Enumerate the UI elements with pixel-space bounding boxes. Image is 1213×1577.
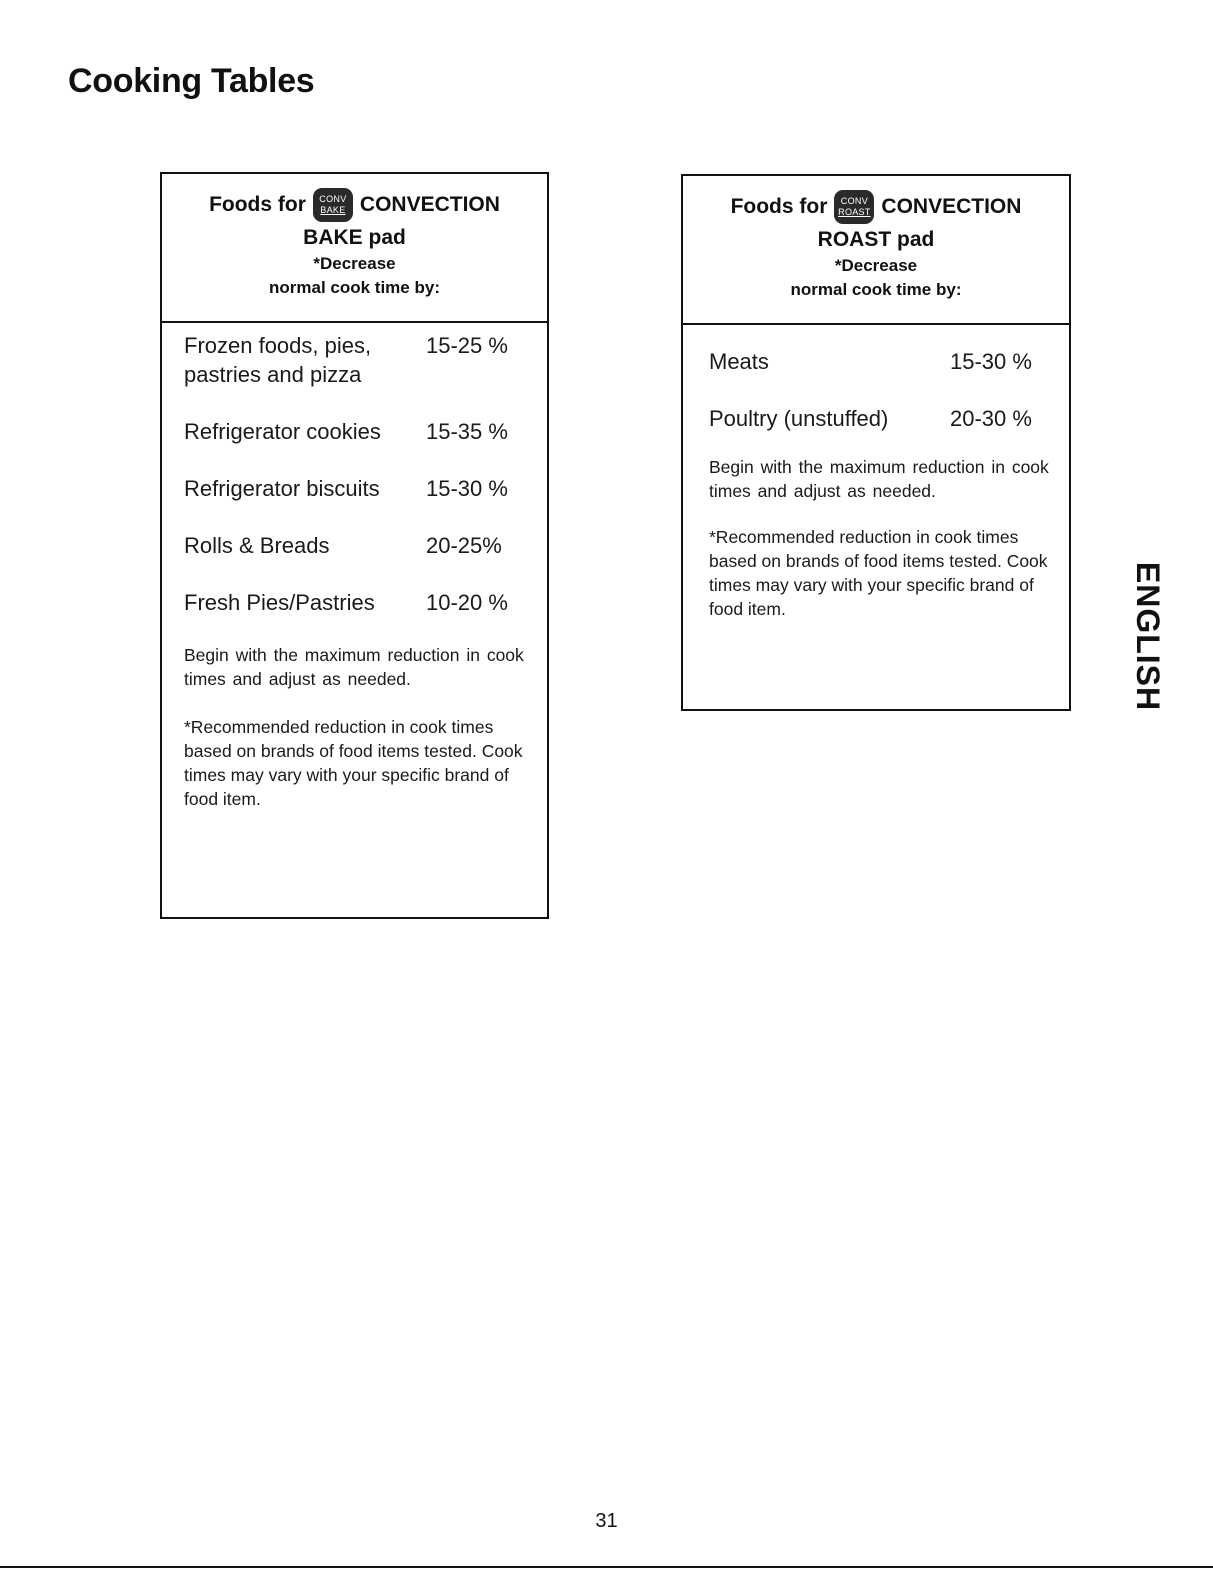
table-row [184,331,547,389]
normal-cook-time-label: normal cook time by: [790,280,962,299]
reduction-value: 20-30 % [950,406,1032,431]
adjust-note: Begin with the maximum reduction in cook times and adjust as needed. [184,645,524,689]
foods-for-label: Foods for [209,193,306,216]
food-name: Refrigerator biscuits [184,476,380,501]
food-name: Refrigerator cookies [184,419,381,444]
pad-name: BAKE pad [303,226,406,249]
food-name: Frozen foods, pies, pastries and pizza [184,333,372,387]
recommendation-note: *Recommended reduction in cook times based on brands of food items tested. Cook times may vary with your specific brand of food item. [184,717,523,809]
food-name: Fresh Pies/Pastries [184,590,375,615]
reduction-value: 15-35 % [426,419,508,444]
language-label: ENGLISH [1130,561,1167,711]
roast-table-body [683,325,1069,621]
bake-table-body [162,323,547,811]
conv-roast-pad-icon: CONV ROAST [834,190,874,224]
food-name: Meats [709,349,769,374]
pad-name: ROAST pad [817,228,935,251]
recommendation-note: *Recommended reduction in cook times based on brands of food items tested. Cook times may vary with your specific brand of food item. [709,527,1048,619]
convection-label: CONVECTION [359,193,500,216]
convection-label: CONVECTION [881,195,1022,218]
normal-cook-time-label: normal cook time by: [269,278,440,297]
table-row [184,474,547,503]
reduction-value: 15-25 % [426,333,508,358]
convection-roast-table [681,174,1071,711]
reduction-value: 20-25% [426,533,502,558]
adjust-note: Begin with the maximum reduction in cook times and adjust as needed. [709,457,1049,501]
table-row [184,417,547,446]
foods-for-label: Foods for [730,195,828,218]
reduction-value: 15-30 % [950,349,1032,374]
convection-bake-table [160,172,549,919]
roast-table-header [683,176,1069,325]
table-row [184,531,547,560]
table-row [184,588,547,617]
page-number: 31 [595,1510,618,1532]
decrease-label: *Decrease [834,256,918,275]
conv-bake-pad-icon: CONV BAKE [313,188,353,222]
language-side-tab [1128,561,1168,711]
bake-table-header [162,174,547,323]
reduction-value: 15-30 % [426,476,508,501]
reduction-value: 10-20 % [426,590,508,615]
decrease-label: *Decrease [313,254,396,273]
table-row [709,347,1069,376]
food-name: Rolls & Breads [184,533,330,558]
food-name: Poultry (unstuffed) [709,406,889,431]
bottom-rule [0,1566,1213,1568]
table-row [709,404,1069,433]
page-title: Cooking Tables [68,62,315,100]
